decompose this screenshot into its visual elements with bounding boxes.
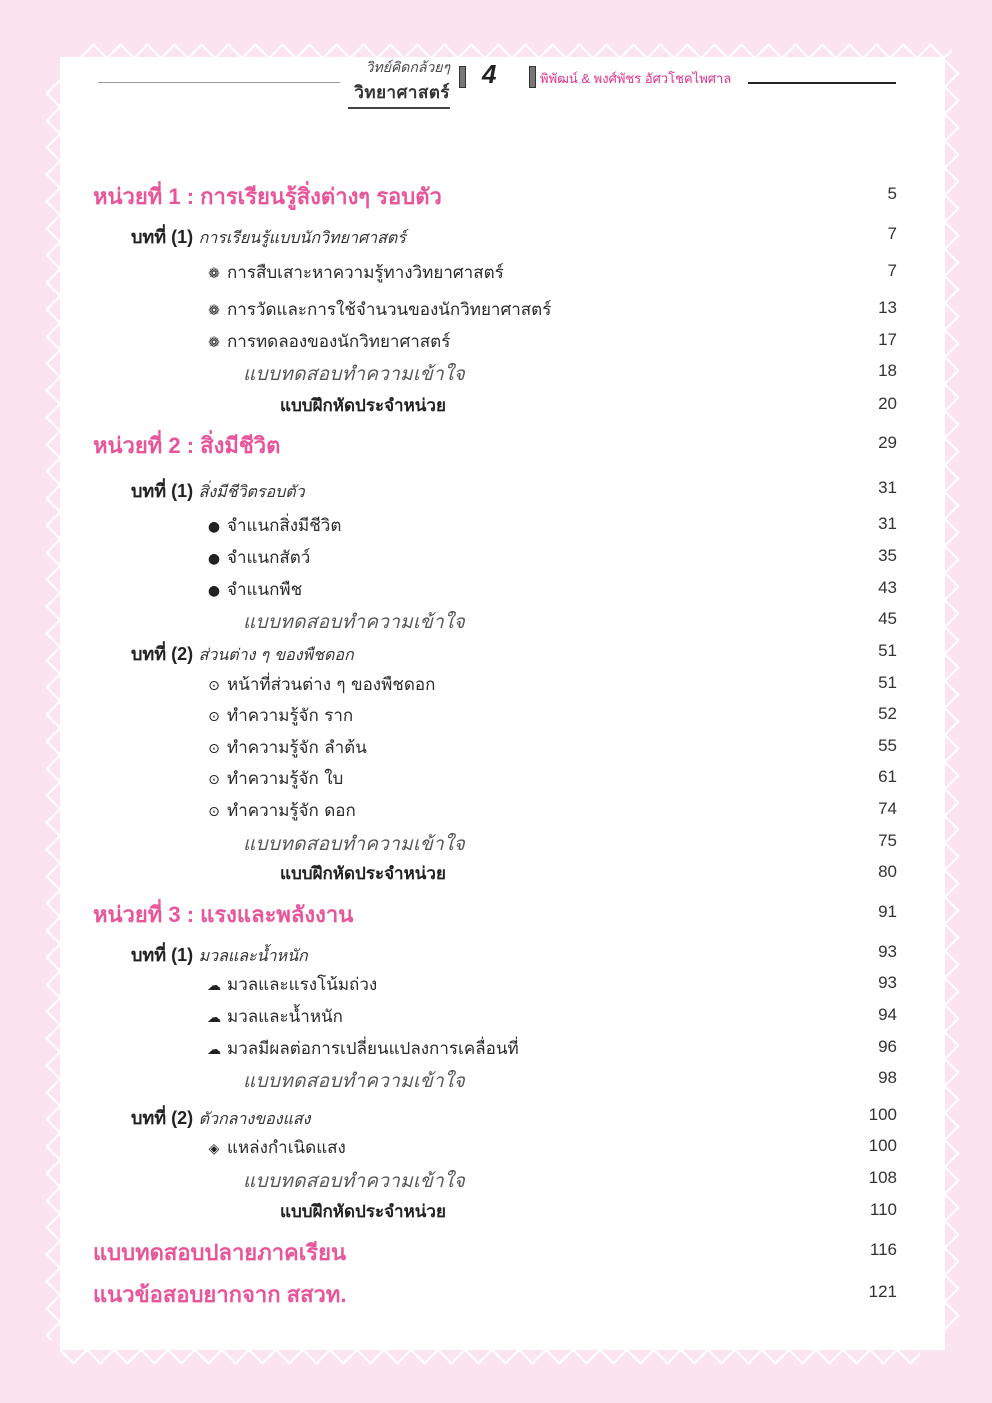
topic-title: ทำความรู้จัก ใบ [227, 769, 344, 789]
cloud-bullet-icon: ☁ [207, 1042, 221, 1058]
topic-label [205, 296, 551, 323]
header-rule-right [748, 82, 896, 84]
toc-row-quiz[interactable] [0, 359, 992, 389]
toc-row-chapter[interactable] [0, 222, 992, 252]
chapter-number: บทที่ (2) [131, 1108, 194, 1128]
toc-row-topic[interactable] [0, 259, 992, 289]
toc-row-chapter[interactable] [0, 940, 992, 970]
page-ref: 93 [878, 942, 897, 961]
topic-title: จำแนกสัตว์ [227, 548, 311, 568]
topic-title: ทำความรู้จัก ลำต้น [227, 738, 367, 758]
page-ref: 17 [878, 330, 897, 349]
topic-title: มวลและน้ำหนัก [227, 1007, 343, 1027]
toc-row-quiz[interactable] [0, 607, 992, 637]
topic-label [205, 576, 302, 603]
circled-dot-bullet-icon: ⊙ [208, 678, 220, 694]
page-ref: 100 [868, 1105, 897, 1124]
topic-title: การวัดและการใช้จำนวนของนักวิทยาศาสตร์ [227, 300, 552, 320]
unit-title: หน่วยที่ 1 : การเรียนรู้สิ่งต่างๆ รอบตัว [93, 184, 442, 209]
toc-row-topic[interactable] [0, 1035, 992, 1065]
diamond-bullet-icon: ◈ [208, 1141, 220, 1157]
page-ref: 121 [868, 1282, 897, 1301]
topic-title: จำแนกพืช [227, 580, 303, 600]
topic-label [205, 1134, 346, 1161]
page-ref: 31 [878, 478, 897, 497]
circled-dot-bullet-icon: ⊙ [208, 772, 220, 788]
unit-title: หน่วยที่ 3 : แรงและพลังงาน [93, 902, 354, 927]
quiz-title: แบบทดสอบทำความเข้าใจ [243, 833, 466, 855]
page-ref: 94 [878, 1005, 897, 1024]
toc-row-unit[interactable] [0, 900, 992, 930]
chapter-label [131, 940, 308, 969]
page-ref: 61 [878, 767, 897, 786]
header-rule-left [98, 82, 340, 83]
page-ref: 55 [878, 736, 897, 755]
toc-row-topic[interactable] [0, 328, 992, 358]
toc-row-quiz[interactable] [0, 829, 992, 859]
page-ref: 100 [868, 1136, 897, 1155]
authors: พิพัฒน์ & พงศ์พัชร อัศวโชคไพศาล [540, 71, 732, 86]
topic-label [205, 971, 377, 998]
subject-title: วิทยาศาสตร์ [348, 79, 450, 109]
page-ref: 96 [878, 1037, 897, 1056]
chapter-label [131, 1103, 310, 1132]
cloud-bullet-icon: ☁ [207, 1010, 221, 1026]
chapter-label [131, 222, 406, 251]
page-ref: 116 [869, 1240, 897, 1259]
page-ref: 93 [878, 973, 897, 992]
toc-row-topic[interactable] [0, 1003, 992, 1033]
practice-title: แบบฝึกหัดประจำหน่วย [280, 864, 446, 883]
page-ref: 52 [878, 704, 897, 723]
chapter-number: บทที่ (2) [131, 644, 194, 664]
topic-label [205, 797, 356, 824]
page-ref: 98 [878, 1068, 897, 1087]
topic-title: ทำความรู้จัก ราก [227, 706, 354, 726]
toc-row-topic[interactable] [0, 702, 992, 732]
topic-label [205, 259, 504, 286]
topic-title: แหล่งกำเนิดแสง [227, 1138, 346, 1158]
page-ref: 20 [878, 394, 897, 413]
chapter-title: ส่วนต่าง ๆ ของพืชดอก [198, 645, 354, 664]
topic-label [205, 1035, 519, 1062]
page-ref: 35 [878, 546, 897, 565]
toc-row-practice[interactable] [0, 860, 992, 890]
toc-row-quiz[interactable] [0, 1066, 992, 1096]
toc-row-practice[interactable] [0, 392, 992, 422]
topic-title: มวลมีผลต่อการเปลี่ยนแปลงการเคลื่อนที่ [227, 1039, 519, 1059]
page-ref: 43 [878, 578, 897, 597]
toc-row-topic[interactable] [0, 734, 992, 764]
toc-row-chapter[interactable] [0, 1103, 992, 1133]
topic-title: การสืบเสาะหาความรู้ทางวิทยาศาสตร์ [227, 263, 504, 283]
flower-bullet-icon: ❁ [208, 303, 220, 319]
cloud-bullet-icon: ☁ [207, 978, 221, 994]
page-ref: 108 [868, 1168, 897, 1187]
topic-title: หน้าที่ส่วนต่าง ๆ ของพืชดอก [227, 675, 436, 695]
page-ref: 7 [887, 261, 897, 280]
flower-bullet-icon: ❁ [208, 266, 220, 282]
chapter-label [131, 476, 305, 505]
topic-label [205, 734, 367, 761]
page-ref: 31 [878, 514, 897, 533]
chapter-title: มวลและน้ำหนัก [198, 946, 308, 965]
circled-dot-bullet-icon: ⊙ [208, 709, 220, 725]
quiz-title: แบบทดสอบทำความเข้าใจ [243, 1070, 466, 1092]
toc-row-topic[interactable] [0, 765, 992, 795]
toc-row-topic[interactable] [0, 1134, 992, 1164]
toc-row-topic[interactable] [0, 576, 992, 606]
toc-row-unit[interactable] [0, 1238, 992, 1268]
topic-label [205, 512, 341, 539]
chapter-label [131, 639, 354, 668]
topic-label [205, 702, 353, 729]
zigzag-border-bottom [60, 1350, 920, 1364]
series-title: วิทย์คิดกล้วยๆ [365, 60, 450, 76]
page-ref: 80 [878, 862, 897, 881]
topic-label [205, 328, 450, 355]
topic-label [205, 671, 435, 698]
toc-row-chapter[interactable] [0, 476, 992, 506]
topic-label [205, 765, 343, 792]
toc-row-quiz[interactable] [0, 1166, 992, 1196]
header-bar-icon [529, 66, 536, 88]
page-ref: 29 [878, 433, 897, 452]
chapter-number: บทที่ (1) [131, 481, 194, 501]
page-ref: 74 [878, 799, 897, 818]
toc-row-unit[interactable] [0, 431, 992, 461]
quiz-title: แบบทดสอบทำความเข้าใจ [243, 363, 466, 385]
topic-title: มวลและแรงโน้มถ่วง [227, 975, 378, 995]
zigzag-border-top [80, 44, 952, 58]
toc-row-chapter[interactable] [0, 639, 992, 669]
page-ref: 5 [887, 184, 897, 203]
page-ref: 7 [887, 224, 897, 243]
topic-label [205, 544, 310, 571]
chapter-title: การเรียนรู้แบบนักวิทยาศาสตร์ [198, 228, 406, 247]
filled-circle-bullet-icon: ● [207, 551, 221, 567]
toc-row-practice[interactable] [0, 1198, 992, 1228]
chapter-number: บทที่ (1) [131, 945, 194, 965]
page-ref: 13 [878, 298, 897, 317]
unit-title: แนวข้อสอบยากจาก สสวท. [93, 1282, 347, 1307]
page-ref: 51 [878, 641, 897, 660]
flower-bullet-icon: ❁ [208, 335, 220, 351]
toc-row-topic[interactable] [0, 671, 992, 701]
topic-title: ทำความรู้จัก ดอก [227, 801, 356, 821]
practice-title: แบบฝึกหัดประจำหน่วย [280, 396, 446, 415]
toc-row-topic[interactable] [0, 512, 992, 542]
quiz-title: แบบทดสอบทำความเข้าใจ [243, 611, 466, 633]
unit-title: แบบทดสอบปลายภาคเรียน [93, 1240, 347, 1265]
toc-row-topic[interactable] [0, 296, 992, 326]
quiz-title: แบบทดสอบทำความเข้าใจ [243, 1170, 466, 1192]
page-ref: 75 [878, 831, 897, 850]
page-ref: 51 [878, 673, 897, 692]
filled-circle-bullet-icon: ● [207, 583, 221, 599]
page-ref: 110 [869, 1200, 897, 1219]
chapter-title: ตัวกลางของแสง [198, 1109, 311, 1128]
page-number: 4 [482, 59, 497, 89]
toc-row-topic[interactable] [0, 797, 992, 827]
toc-row-unit[interactable] [0, 1280, 992, 1310]
circled-dot-bullet-icon: ⊙ [208, 741, 220, 757]
toc-row-topic[interactable] [0, 544, 992, 574]
unit-title: หน่วยที่ 2 : สิ่งมีชีวิต [93, 433, 281, 458]
chapter-number: บทที่ (1) [131, 227, 194, 247]
page-ref: 45 [878, 609, 897, 628]
page-ref: 18 [878, 361, 897, 380]
page-ref: 91 [878, 902, 897, 921]
circled-dot-bullet-icon: ⊙ [208, 804, 220, 820]
topic-title: การทดลองของนักวิทยาศาสตร์ [227, 332, 451, 352]
toc-row-unit[interactable] [0, 182, 992, 212]
header-bar-icon [459, 66, 466, 88]
filled-circle-bullet-icon: ● [207, 519, 221, 535]
topic-title: จำแนกสิ่งมีชีวิต [227, 516, 342, 536]
practice-title: แบบฝึกหัดประจำหน่วย [280, 1202, 446, 1221]
chapter-title: สิ่งมีชีวิตรอบตัว [198, 482, 305, 501]
toc-row-topic[interactable] [0, 971, 992, 1001]
topic-label [205, 1003, 343, 1030]
